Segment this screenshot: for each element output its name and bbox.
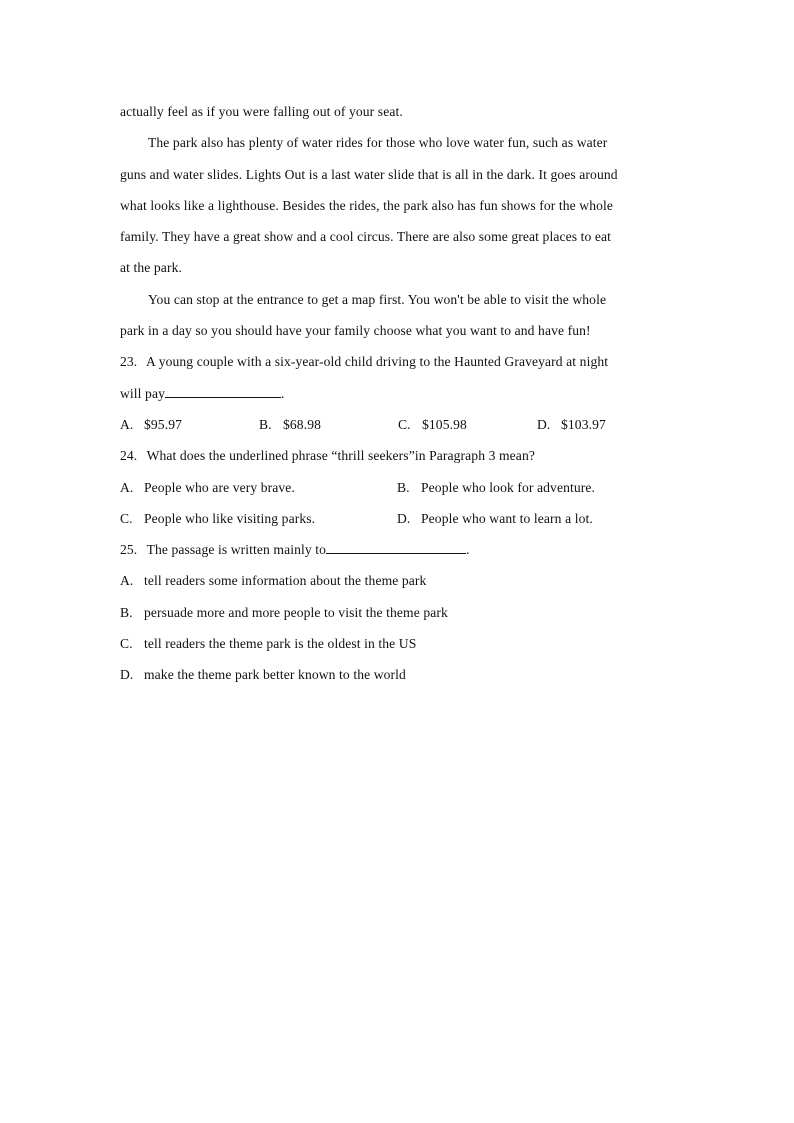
option-text: People who look for adventure.	[421, 479, 596, 495]
option-letter: B.	[259, 416, 272, 432]
passage-line: guns and water slides. Lights Out is a last water slide that is all in the dark. It goes around	[120, 166, 618, 182]
option-letter: B.	[397, 479, 410, 495]
option-letter: A.	[120, 416, 134, 432]
question-23	[120, 350, 680, 381]
answer-blank[interactable]	[165, 383, 281, 398]
document-page	[120, 100, 680, 695]
option-b[interactable]	[120, 601, 680, 632]
question-24	[120, 444, 680, 475]
option-text: $103.97	[561, 416, 606, 432]
option-text: make the theme park better known to the world	[144, 667, 406, 683]
option-letter: D.	[537, 416, 551, 432]
answer-blank[interactable]	[326, 539, 466, 554]
question-24-options-row2	[120, 507, 680, 538]
passage-line: park in a day so you should have your family choose what you want to and have fun!	[120, 323, 591, 339]
option-c[interactable]	[398, 413, 537, 444]
question-number: 23.	[120, 354, 138, 370]
option-text: People who want to learn a lot.	[421, 510, 593, 526]
option-a[interactable]	[120, 476, 397, 507]
question-25	[120, 538, 680, 569]
option-letter: A.	[120, 573, 134, 589]
option-letter: B.	[120, 604, 133, 620]
passage-line: family. They have a great show and a cool circus. There are also some great places to eat	[120, 229, 612, 245]
option-b[interactable]	[259, 413, 398, 444]
question-number: 24.	[120, 448, 138, 464]
option-d[interactable]	[397, 507, 674, 538]
question-24-options-row1	[120, 476, 680, 507]
question-text: The passage is written mainly to	[146, 542, 327, 558]
option-a[interactable]	[120, 569, 680, 600]
question-number: 25.	[120, 542, 138, 558]
passage-line: at the park.	[120, 260, 182, 276]
option-letter: D.	[120, 667, 134, 683]
option-letter: C.	[398, 416, 411, 432]
option-text: $95.97	[144, 416, 182, 432]
question-23-options	[120, 413, 680, 444]
option-c[interactable]	[120, 507, 397, 538]
passage-line: what looks like a lighthouse. Besides the rides, the park also has fun shows for the whole	[120, 197, 613, 213]
question-end: .	[466, 542, 470, 558]
passage-line: You can stop at the entrance to get a map first. You won't be able to visit the whole	[148, 291, 607, 307]
option-letter: A.	[120, 479, 134, 495]
option-text: tell readers the theme park is the oldest in the US	[144, 636, 417, 652]
passage-line: The park also has plenty of water rides for those who love water fun, such as water	[148, 135, 608, 151]
option-letter: C.	[120, 510, 133, 526]
option-letter: C.	[120, 636, 133, 652]
option-text: tell readers some information about the theme park	[144, 573, 427, 589]
option-text: $105.98	[422, 416, 467, 432]
passage-line: actually feel as if you were falling out of your seat.	[120, 104, 403, 119]
question-end: .	[280, 385, 285, 401]
option-d[interactable]	[537, 413, 676, 444]
question-text: will pay	[120, 385, 165, 401]
option-text: People who are very brave.	[144, 479, 295, 495]
option-text: persuade more and more people to visit the theme park	[144, 604, 448, 620]
option-text: People who like visiting parks.	[144, 510, 316, 526]
option-letter: D.	[397, 510, 411, 526]
option-b[interactable]	[397, 476, 674, 507]
option-c[interactable]	[120, 632, 680, 663]
question-text: What does the underlined phrase “thrill seekers”in Paragraph 3 mean?	[146, 448, 535, 464]
question-text: A young couple with a six-year-old child driving to the Haunted Graveyard at night	[146, 354, 609, 370]
option-d[interactable]	[120, 663, 680, 694]
option-text: $68.98	[283, 416, 321, 432]
option-a[interactable]	[120, 413, 259, 444]
question-23-continued	[120, 382, 680, 413]
